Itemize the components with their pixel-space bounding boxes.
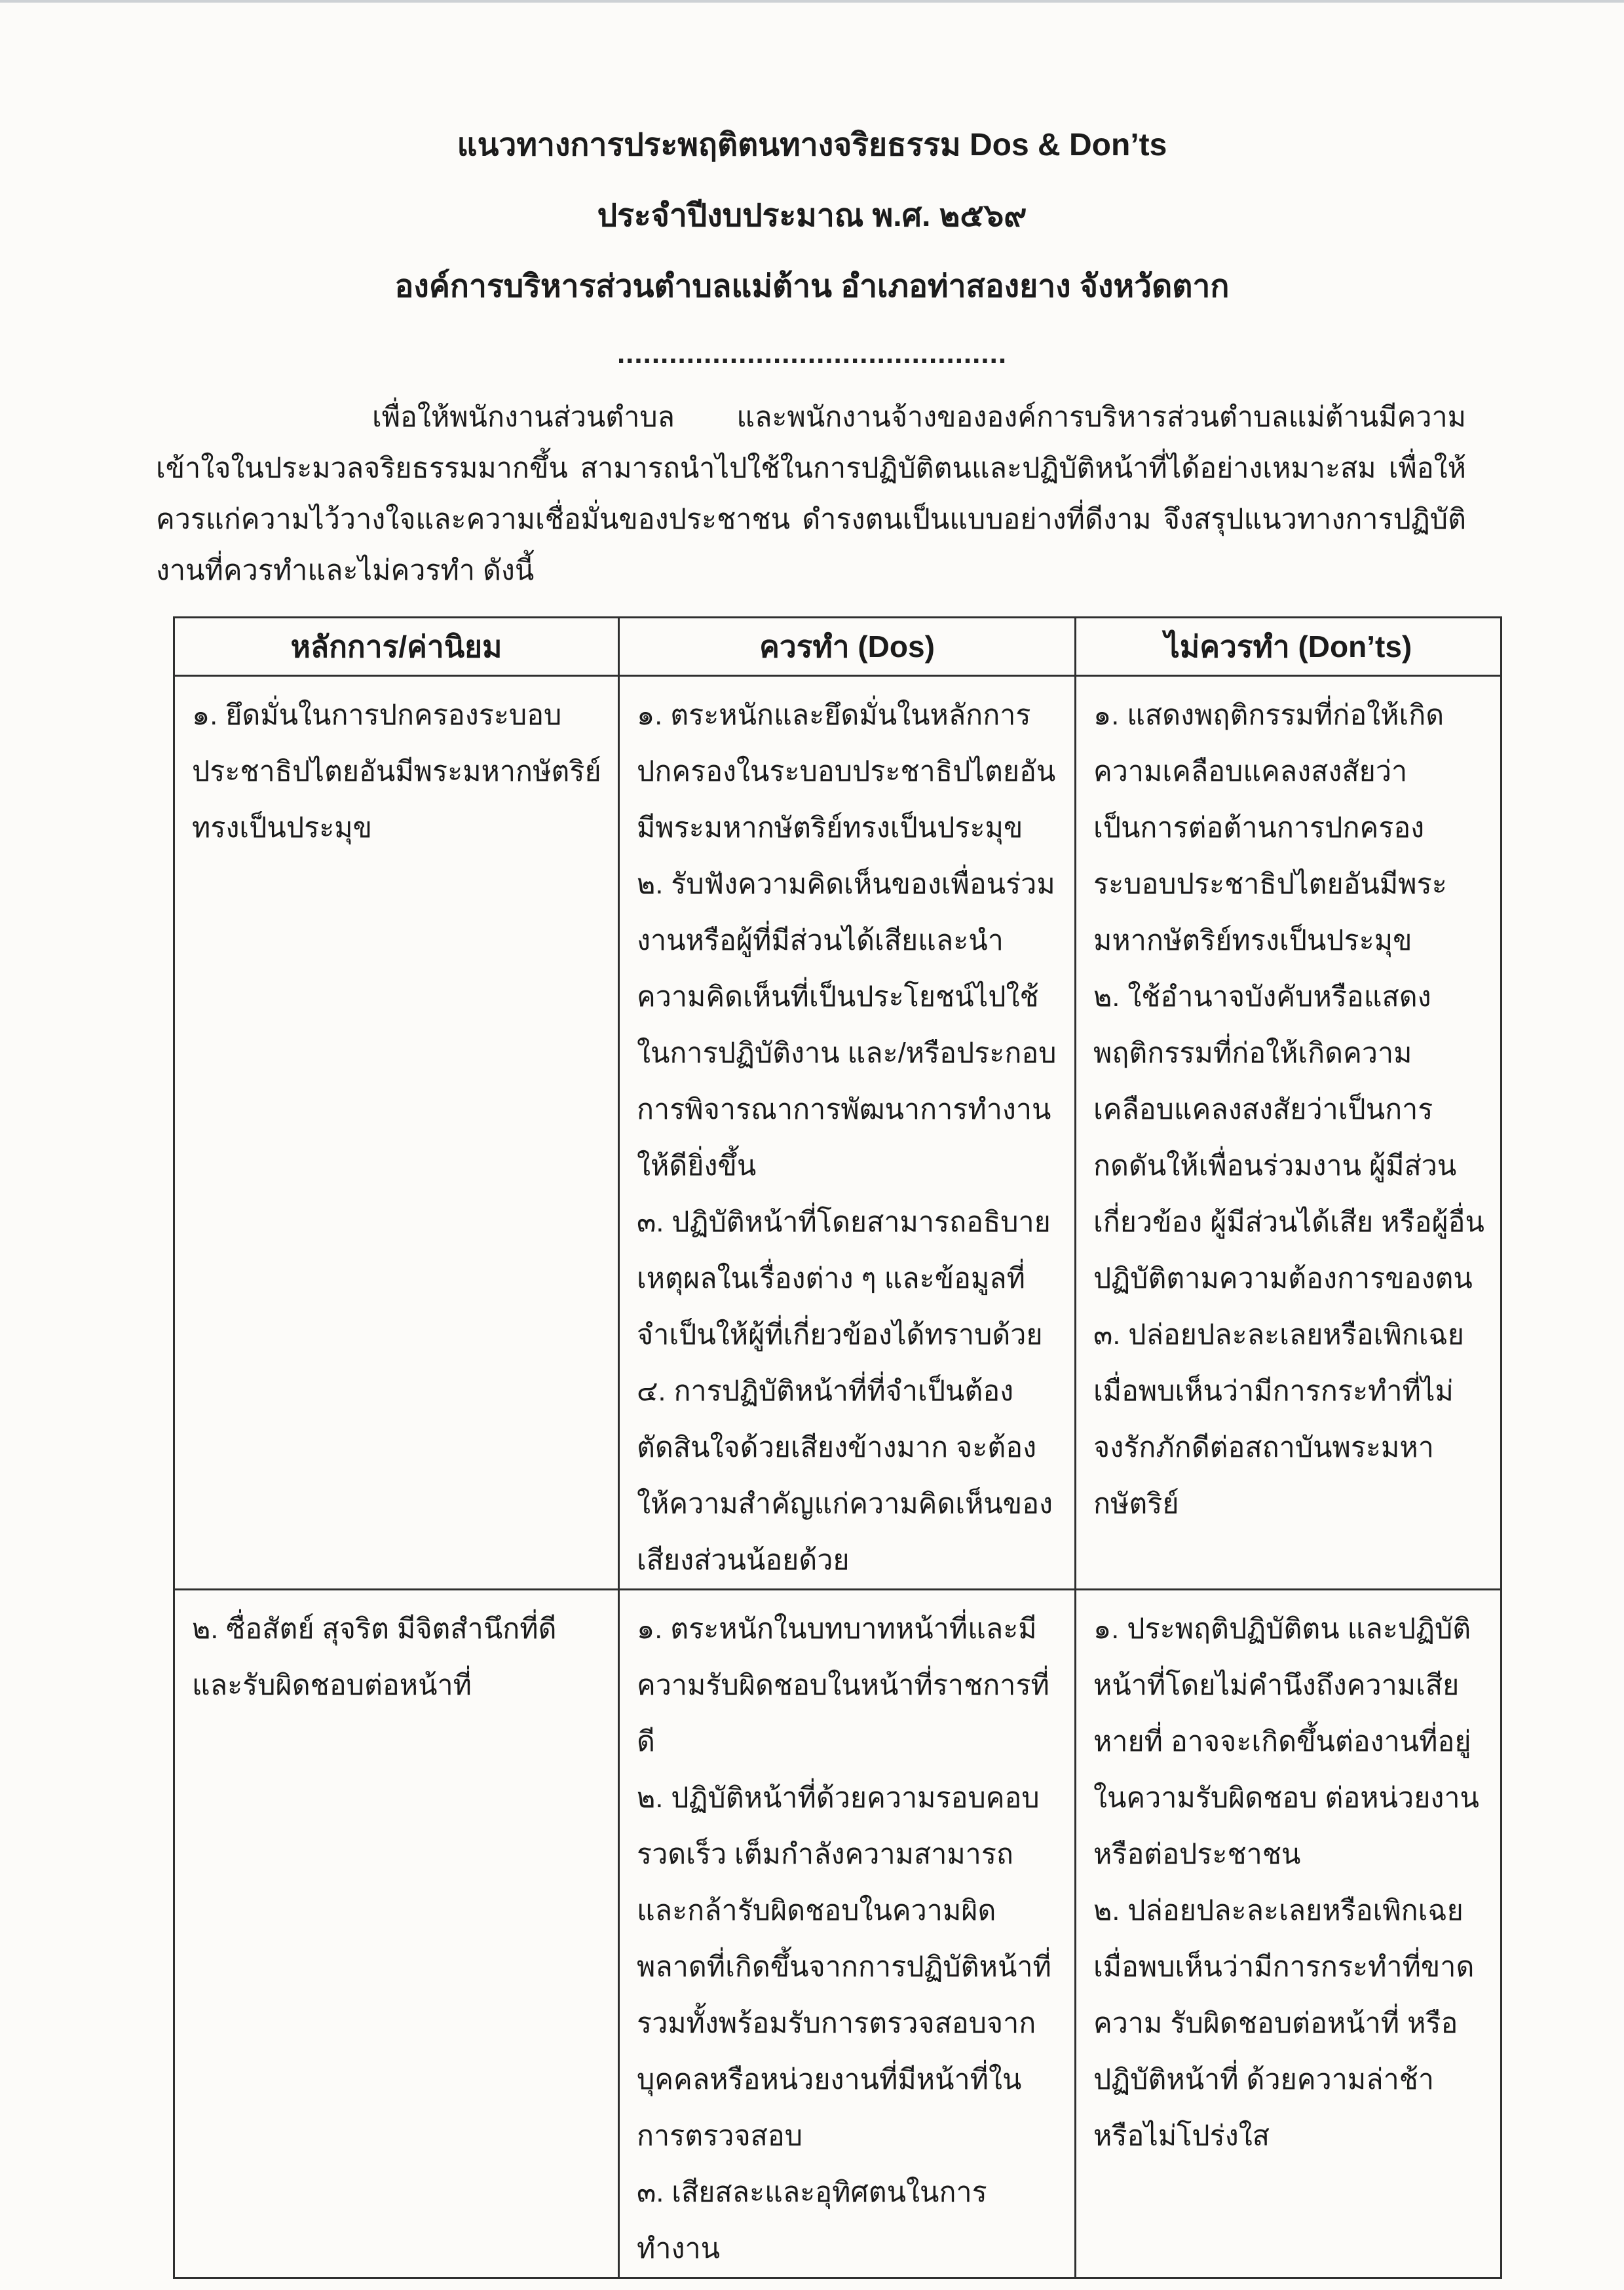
principle-text: ๒. ซื่อสัตย์ สุจริต มีจิตสำนึกที่ดีและรับผิดชอบต่อหน้าที่ [192,1613,557,1701]
col-header-dos: ควรทำ (Dos) [619,618,1076,676]
doc-title-line-1: แนวทางการประพฤติตนทางจริยธรรม Dos & Don’ts [457,128,1167,162]
table-header-row [174,618,1501,676]
donts-item: ๒. ใช้อำนาจบังคับหรือแสดงพฤติกรรมที่ก่อให้เกิดความเคลือบแคลงสงสัยว่าเป็นการกดดันให้เพื่อนร่วมงาน ผู้มีส่วนเกี่ยวข้อง ผู้มีส่วนได้เสีย หรือผู้อื่นปฏิบัติตามความต้องการของตน [1093,981,1484,1294]
donts-cell-1 [1076,676,1501,1590]
col-header-principle: หลักการ/ค่านิยม [174,618,619,676]
dos-cell-1 [619,676,1076,1590]
principle-cell-2 [174,1590,619,2278]
donts-item: ๑. แสดงพฤติกรรมที่ก่อให้เกิดความเคลือบแคลงสงสัยว่าเป็นการต่อต้านการปกครองระบอบประชาธิปไตยอันมีพระมหากษัตริย์ทรงเป็นประมุข [1093,700,1447,956]
dos-donts-table [173,616,1502,2279]
dos-item: ๓. เสียสละและอุทิศตนในการทำงาน [637,2177,987,2264]
donts-item: ๓. ปล่อยปละละเลยหรือเพิกเฉยเมื่อพบเห็นว่ามีการกระทำที่ไม่จงรักภักดีต่อสถาบันพระมหากษัตริย์ [1093,1319,1464,1520]
col-header-donts: ไม่ควรทำ (Don’ts) [1076,618,1501,676]
dos-item: ๒. รับฟังความคิดเห็นของเพื่อนร่วมงานหรือผู้ที่มีส่วนได้เสียและนำความคิดเห็นที่เป็นประโยชน์ไปใช้ในการปฏิบัติงาน และ/หรือประกอบการพิจารณาการพัฒนาการทำงานให้ดียิ่งขึ้น [637,869,1057,1182]
doc-title-line-3: องค์การบริหารส่วนตำบลแม่ต้าน อำเภอท่าสองยาง จังหวัดตาก [394,269,1230,304]
title-block [0,110,1624,322]
dos-item: ๔. การปฏิบัติหน้าที่ที่จำเป็นต้องตัดสินใจด้วยเสียงข้างมาก จะต้องให้ความสำคัญแก่ความคิดเห็นของเสียงส่วนน้อยด้วย [637,1376,1053,1576]
principle-cell-1 [174,676,619,1590]
dos-cell-2 [619,1590,1076,2278]
donts-item: ๑. ประพฤติปฏิบัติตน และปฏิบัติหน้าที่โดยไม่คำนึงถึงความเสียหายที่ อาจจะเกิดขึ้นต่องานที่อยู่ในความรับผิดชอบ ต่อหน่วยงาน หรือต่อประชาชน [1093,1613,1479,1870]
dos-item: ๒. ปฏิบัติหน้าที่ด้วยความรอบคอบ รวดเร็ว เต็มกำลังความสามารถและกล้ารับผิดชอบในความผิดพลาดที่เกิดขึ้นจากการปฏิบัติหน้าที่ รวมทั้งพร้อมรับการตรวจสอบจากบุคคลหรือหน่วยงานที่มีหน้าที่ในการตรวจสอบ [637,1782,1051,2152]
scan-edge-artifact [0,0,1624,3]
table-row-2 [174,1590,1501,2278]
dos-item: ๑. ตระหนักในบทบาทหน้าที่และมีความรับผิดชอบในหน้าที่ราชการที่ดี [637,1613,1049,1757]
donts-cell-2 [1076,1590,1501,2278]
dos-item: ๑. ตระหนักและยึดมั่นในหลักการปกครองในระบอบประชาธิปไตยอันมีพระมหากษัตริย์ทรงเป็นประมุข [637,700,1056,844]
doc-title-line-2: ประจำปีงบประมาณ พ.ศ. ๒๕๖๙ [597,198,1027,233]
dotted-divider: ............................................. [616,337,1008,369]
intro-paragraph: เพื่อให้พนักงานส่วนตำบล และพนักงานจ้างขององค์การบริหารส่วนตำบลแม่ต้านมีความเข้าใจในประมวลจริยธรรมมากขึ้น สามารถนำไปใช้ในการปฏิบัติตนและปฏิบัติหน้าที่ได้อย่างเหมาะสม เพื่อให้ควรแก่ความไว้วางใจและความเชื่อมั่นของประชาชน ดำรงตนเป็นแบบอย่างที่ดีงาม จึงสรุปแนวทางการปฏิบัติงานที่ควรทำและไม่ควรทำ ดังนี้ [156,402,1466,586]
table-row-1 [174,676,1501,1590]
donts-item: ๒. ปล่อยปละละเลยหรือเพิกเฉยเมื่อพบเห็นว่ามีการกระทำที่ขาดความ รับผิดชอบต่อหน้าที่ หรือปฏิบัติหน้าที่ ด้วยความล่าช้า หรือไม่โปร่งใส [1093,1895,1475,2152]
dos-item: ๓. ปฏิบัติหน้าที่โดยสามารถอธิบายเหตุผลในเรื่องต่าง ๆ และข้อมูลที่จำเป็นให้ผู้ที่เกี่ยวข้องได้ทราบด้วย [637,1207,1051,1351]
principle-text: ๑. ยึดมั่นในการปกครองระบอบประชาธิปไตยอันมีพระมหากษัตริย์ทรงเป็นประมุข [192,700,601,844]
